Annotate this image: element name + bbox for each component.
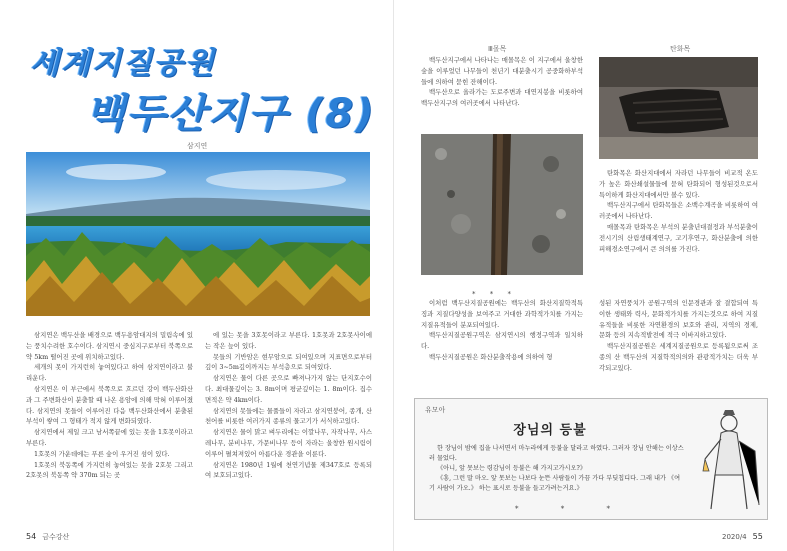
magazine-name: 금수강산 bbox=[42, 533, 70, 541]
paragraph: 삼지연에서 제일 크고 남서쪽끝에 있는 못을 1호못이라고 부른다. bbox=[26, 428, 193, 447]
paragraph: 백두산지질공원구역은 삼지연시의 행정구역과 일치하다. bbox=[421, 331, 583, 351]
box-title: 장님의 등불 bbox=[513, 423, 587, 438]
paragraph: 1호못의 가운데에는 푸른 숲이 우거진 섬이 있다. bbox=[34, 449, 170, 458]
paragraph: 한 장님이 밤에 집을 나서면서 마누라에게 등불을 달라고 하였다. 그러자 장님 안해는 이상스러 물었다. bbox=[429, 445, 684, 462]
paragraph: 삼지연의 못들에는 물풀들이 자라고 삼지연붕어, 종개, 산천어를 비롯한 여러가지 종류의 물고기가 서식하고있다. bbox=[205, 406, 372, 426]
section-divider: * * * bbox=[472, 290, 517, 298]
paragraph: 《아니, 앞 못보는 령감님이 등불은 해 가지고가시오?》 bbox=[437, 465, 587, 472]
blind-man-illustration bbox=[695, 405, 763, 515]
right-column-3 bbox=[421, 298, 583, 363]
right-column-2 bbox=[599, 168, 758, 254]
right-column-4 bbox=[599, 298, 758, 374]
fossil-caption: 탄화목 bbox=[670, 45, 691, 53]
trunk-caption: Ⅲ몰목 bbox=[488, 45, 507, 53]
paragraph: 백두산지구에서 나타나는 매몰목은 이 지구에서 울창한 숲을 이루었던 나무들이 천년기 대분출시기 공중화하부석들에 의하여 묻힌 잔해이다. bbox=[421, 56, 583, 86]
paragraph: 1호못의 북동쪽에 가지런히 놓여있는 못을 2호못 그리고 2호못의 북동쪽 약 370m 되는 곳 bbox=[26, 460, 193, 480]
right-page-number: 55 bbox=[752, 532, 763, 541]
paragraph: 백두산지구에서 탄화목들은 소백수계곡을 비롯하여 여러곳에서 나타난다. bbox=[599, 201, 758, 221]
paragraph: 백두산지질공원은 세계지질공원으로 등록됨으로써 조종의 산 백두산의 지질학적의의와 관광적가치는 더욱 부각되고있다. bbox=[599, 342, 758, 372]
paragraph: 탄화목은 화산지대에서 자라던 나무들이 비교적 온도가 높은 화산쇄설물들에 묻혀 탄화되어 형성된것으로서 특이하게 화산지대에서만 볼수 있다. bbox=[599, 169, 758, 199]
right-column-1 bbox=[421, 55, 583, 109]
gutter bbox=[393, 0, 394, 551]
paragraph: 삼지연은 백두산을 배경으로 백두용암대지의 밀림속에 있는 풍치수려한 호수이다. 삼지연시 중심지구로부터 북쪽으로 약 5km 떨어진 곳에 위치하고있다. bbox=[26, 331, 193, 361]
paragraph: 삼지연은 물이 맑고 벼두리에는 이깔나무, 자작나무, 사스레나무, 분비나무, 가문비나무 등이 자라는 울창한 원시림이 이루어 펼쳐져있어 아름다운 경관을 이룬다. bbox=[205, 428, 372, 458]
humor-box bbox=[414, 398, 768, 520]
paragraph: 《흥, 그런 말 마오. 앞 못보는 나보다 눈뜬 사람들이 가끔 가다 부딪칩디다. 그래 내가 《여기 사람이 가오.》 하는 표시로 등불을 들고가려는거요.》 bbox=[429, 475, 681, 492]
paragraph: 삼지연은 1980년 1월에 천연기념물 제347호로 등록되여 보호되고있다. bbox=[205, 460, 372, 480]
left-folio bbox=[26, 532, 69, 542]
paragraph: 백두산지질공원은 화산분출작용에 의하여 형 bbox=[429, 352, 553, 361]
paragraph: 세개의 못이 가지런히 놓여있다고 하여 삼지연이라고 불리운다. bbox=[26, 363, 193, 383]
paragraph: 못들의 기반암은 현무암으로 되여있으며 지표면으로부터 깊이 3~5m깊이까지는 부석층으로 되여있다. bbox=[205, 352, 372, 372]
charcoal-wood-photo bbox=[599, 57, 758, 159]
right-folio bbox=[722, 532, 763, 541]
samji-lake-photo bbox=[26, 152, 370, 316]
paragraph: 삼지연은 이 부근에서 북쪽으로 흐르던 강이 백두산화산과 그 주변화산이 분출할 때 나온 용암에 의해 막혀 이루어졌다. 삼지연의 못들이 이루어진 다음 백두산화산에서 분출된 부석이 쌓여 그 형태가 적지 않게 변화되였다. bbox=[26, 384, 193, 426]
paragraph: 백두산으로 올라가는 도로주변과 대연지봉을 비롯하여 백두산지구의 여러곳에서 나타난다. bbox=[421, 88, 583, 108]
paragraph: 이처럼 백두산지질공원에는 백두산의 화산지질학적특징과 지질다양성을 보여주고 거대한 과학적가치를 가지는 지질유적들이 분포되여있다. bbox=[421, 299, 583, 329]
box-label: 유모아 bbox=[425, 406, 446, 414]
lake-caption: 삼지연 bbox=[187, 142, 208, 150]
buried-wood-photo bbox=[421, 134, 583, 275]
title-line-2: 백두산지구 (8) bbox=[86, 91, 376, 137]
left-column-2 bbox=[205, 330, 372, 481]
title-line-1: 세계지질공원 bbox=[30, 46, 216, 81]
paragraph: 매몰목과 탄화목은 부석의 분출년대결정과 부석분출이전시기의 산림생태계연구, 고기후연구, 화산분출에 의한 피해경소연구에서 큰 의의를 가진다. bbox=[599, 222, 758, 253]
left-page-number: 54 bbox=[26, 532, 37, 541]
left-column-1 bbox=[26, 330, 193, 481]
paragraph: 성된 자연풍치가 공원구역의 인문경관과 잘 결합되여 특이한 생태와 력사, 문화적가치를 가지는것으로 하여 지질유적들을 비롯한 자연환경의 보호와 관리, 지역의 경제, 문화 등의 지속적발전에 적극 이바지하고있다. bbox=[599, 299, 758, 340]
box-text bbox=[429, 444, 685, 494]
box-divider: * * * bbox=[515, 505, 630, 513]
paragraph: 에 있는 못을 3호못이라고 부른다. 1호못과 2호못사이에는 작은 늪이 있다. bbox=[205, 331, 372, 350]
issue-date: 2020/4 bbox=[722, 533, 747, 541]
paragraph: 삼지연은 물이 다른 곳으로 빠져나가지 않는 단지호수이다. 최대물깊이는 3. 8m이며 평균깊이는 1. 8m이다. 집수면적은 약 4km이다. bbox=[205, 374, 372, 404]
